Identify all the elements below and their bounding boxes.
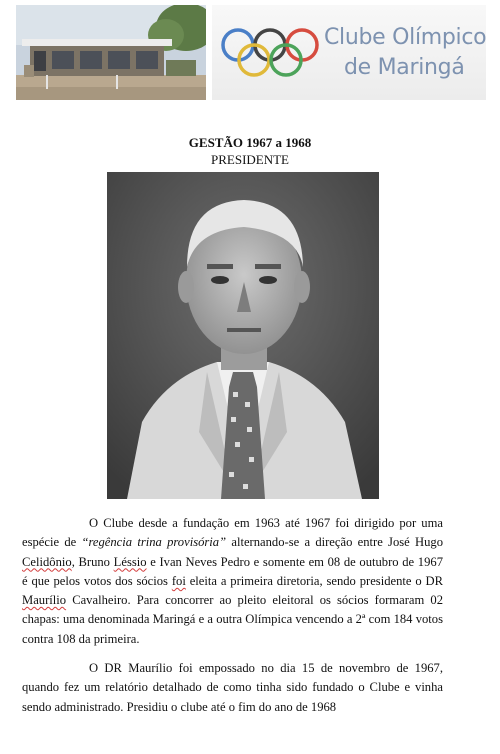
club-building-photo	[16, 5, 206, 100]
brand-name-line1: Clube Olímpico	[324, 25, 487, 50]
page-header	[16, 5, 486, 100]
name-maurilio: Maurílio	[22, 593, 67, 608]
page-title: GESTÃO 1967 a 1968	[188, 135, 312, 150]
club-brand-banner	[212, 5, 486, 100]
paragraph-history: O Clube desde a fundação em 1963 até 1967 foi dirigido por uma espécie de “regência trina provisória” alternando-se a direção entre José Hugo Celidônio, Bruno Léssio e Ivan Neves Pedro e somente em 08 de outubro de 1967 é que pelos votos dos sócios foi eleita a primeira diretoria, sendo presidente o DR Maurílio Cavalheiro. Para concorrer ao pleito eleitoral os sócios formaram 02 chapas: uma denominada Maringá e a outra Olímpica vencendo a 2ª com 184 votos contra 108 da primeira.	[22, 516, 443, 646]
name-celidonio: Celidônio	[22, 554, 72, 569]
paragraph-inauguration: O DR Maurílio foi empossado no dia 15 de novembro de 1967, quando fez um relatório detalhado de como tinha sido fundado o Clube e vinha sendo administrado. Presidiu o clube até o fim do ano de 1968	[22, 661, 443, 714]
quote-regency: “regência trina provisória”	[81, 535, 227, 550]
brand-name-line2: de Maringá	[344, 55, 465, 80]
page-subtitle: PRESIDENTE	[211, 152, 289, 167]
president-portrait-photo	[107, 172, 379, 499]
word-foi: foi	[171, 573, 186, 588]
olympic-rings-icon	[218, 25, 322, 81]
name-lessio: Léssio	[113, 554, 147, 569]
